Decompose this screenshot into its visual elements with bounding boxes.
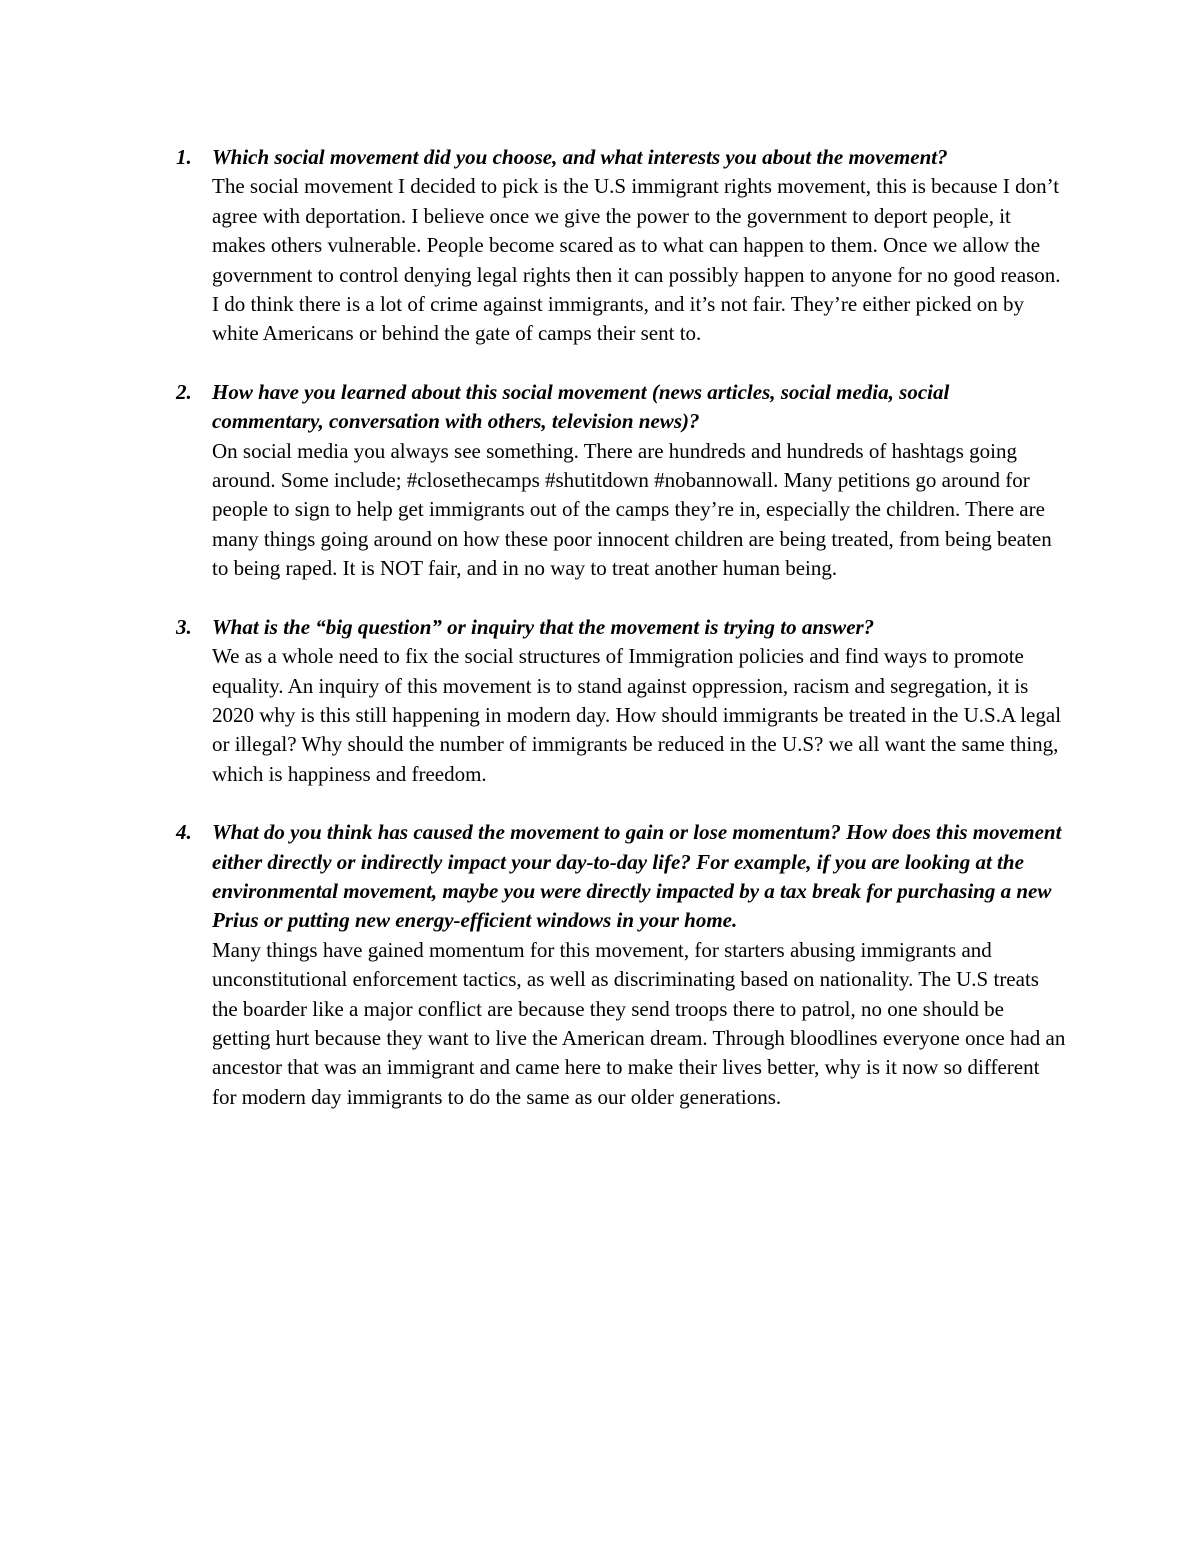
question-item-2 — [166, 378, 1066, 584]
question-item-4 — [166, 818, 1066, 1112]
answer-text: We as a whole need to fix the social structures of Immigration policies and find ways to promote equality. An inquiry of this movement is to stand against oppression, racism and segregation, it is 2020 why is this still happening in modern day. How should immigrants be treated in the U.S.A legal or illegal? Why should the number of immigrants be reduced in the U.S? we all want the same thing, which is happiness and freedom. — [212, 644, 1062, 786]
question-text: Which social movement did you choose, and what interests you about the movement? — [212, 145, 948, 169]
question-text: What do you think has caused the movement to gain or lose momentum? How does this movement either directly or indirectly impact your day-to-day life? For example, if you are looking at the environmental movement, maybe you were directly impacted by a tax break for purchasing a new Prius or putting new energy-efficient windows in your home. — [212, 820, 1062, 933]
answer-text: On social media you always see something. There are hundreds and hundreds of hashtags going around. Some include; #closethecamps #shutitdown #nobannowall. Many petitions go around for people to sign to help get immigrants out of the camps they’re in, especially the children. There are many things going around on how these poor innocent children are being treated, from being beaten to being raped. It is NOT fair, and in no way to treat another human being. — [212, 438, 1052, 581]
question-number: 1. — [176, 145, 192, 169]
question-text: How have you learned about this social movement (news articles, social media, social commentary, conversation with others, television news)? — [212, 379, 950, 434]
question-list — [166, 143, 1066, 1112]
question-item-3 — [166, 613, 1066, 789]
question-text: What is the “big question” or inquiry that the movement is trying to answer? — [212, 614, 875, 639]
answer-text: Many things have gained momentum for this movement, for starters abusing immigrants and unconstitutional enforcement tactics, as well as discriminating based on nationality. The U.S treats the boarder like a major conflict are because they send troops there to patrol, no one should be getting hurt because they want to live the American dream. Through bloodlines everyone once had an ancestor that was an immigrant and came here to make their lives better, why is it now so different for modern day immigrants to do the same as our older generations. — [212, 937, 1066, 1109]
question-number: 2. — [176, 379, 192, 404]
answer-text: The social movement I decided to pick is the U.S immigrant rights movement, this is because I don’t agree with deportation. I believe once we give the power to the government to deport people, it makes others vulnerable. People become scared as to what can happen to them. Once we allow the government to control denying legal rights then it can possibly happen to anyone for no good reason. I do think there is a lot of crime against immigrants, and it’s not fair. They’re either picked on by white Americans or behind the gate of camps their sent to. — [212, 174, 1061, 346]
question-number: 4. — [176, 820, 192, 845]
question-item-1 — [166, 143, 1066, 349]
question-number: 3. — [176, 614, 192, 639]
